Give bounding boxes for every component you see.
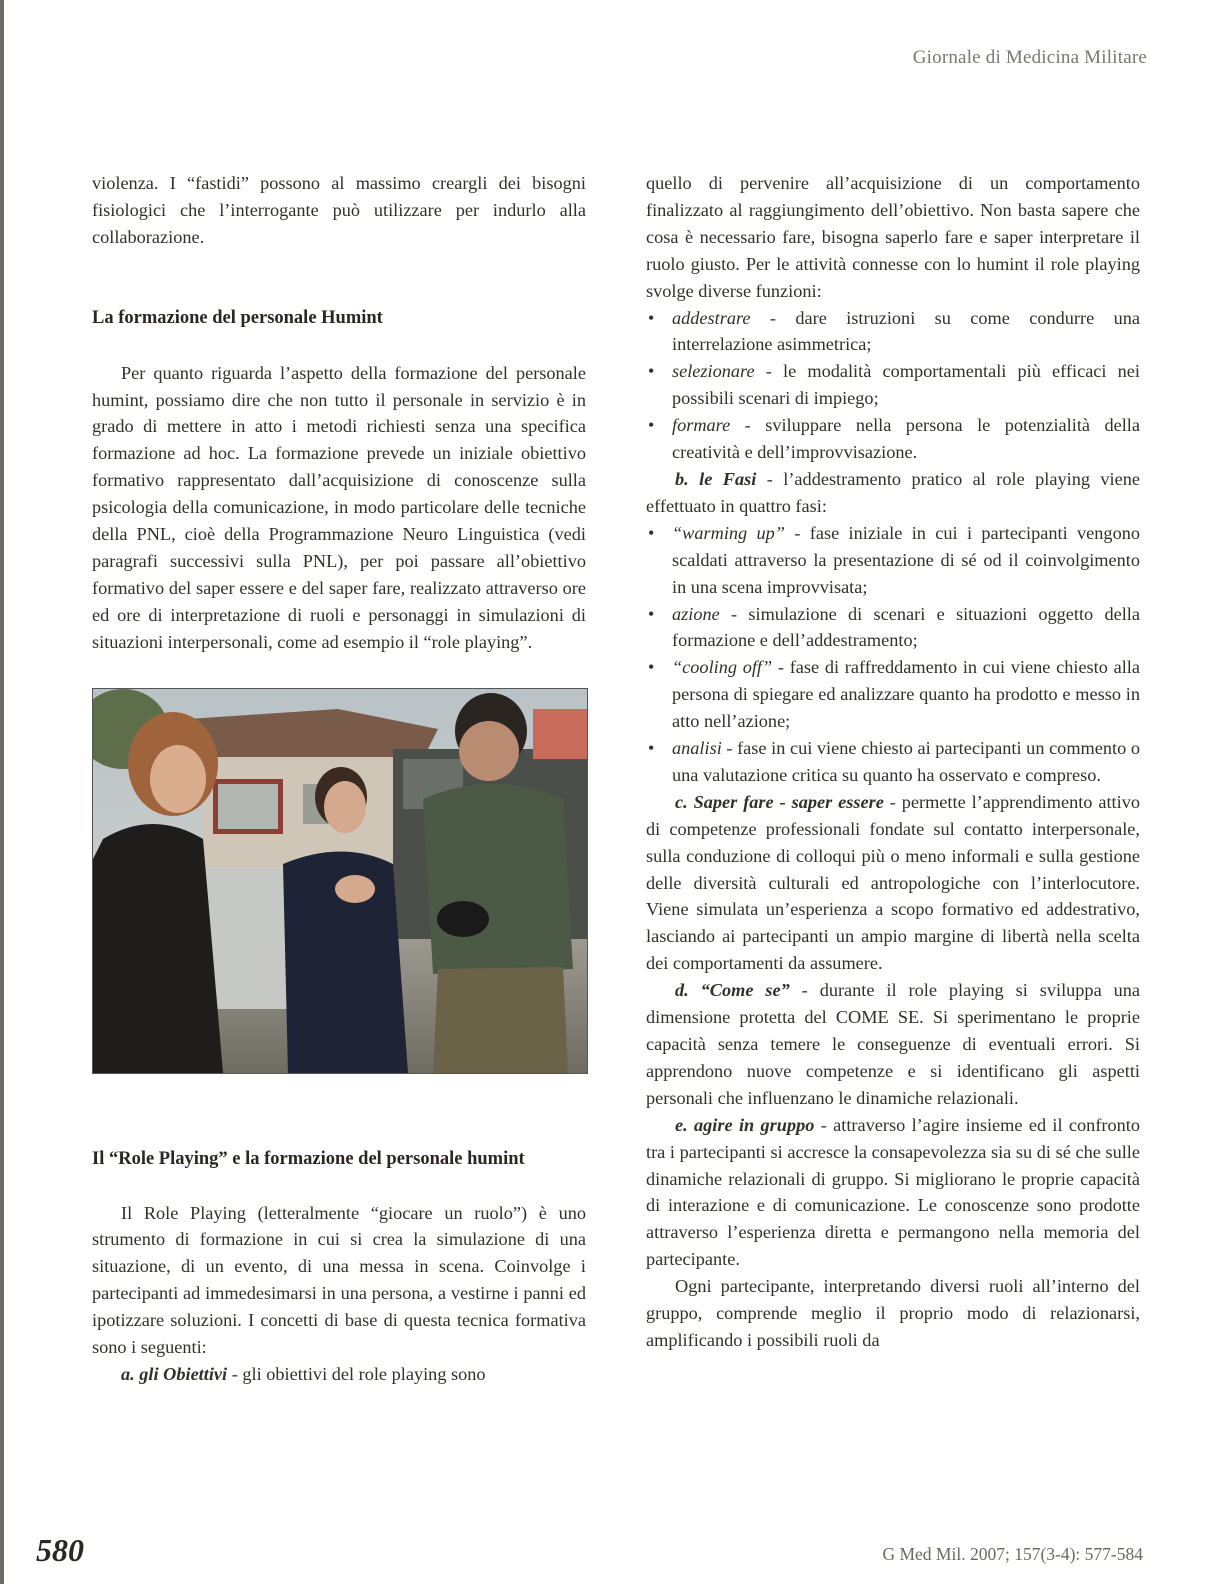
list-text: - simulazione di scenari e situazioni oggetto della formazione e dell’addestramento;: [672, 603, 1140, 651]
right-column: [646, 170, 1140, 1354]
text-agire-gruppo: - attraverso l’agire insieme ed il confronto tra i partecipanti si accresce la consapevolezza sia su di sé che sulle dinamiche relazionali di gruppo. Si migliorano le proprie capacità di interazione e di comunicazione. Le conoscenze sono prodotte attraverso l’esperienza diretta e permangono nella memoria del partecipante.: [646, 1114, 1140, 1270]
section-heading-role-playing: Il “Role Playing” e la formazione del personale humint: [92, 1148, 525, 1169]
paragraph-come-se: [646, 977, 1140, 1112]
list-term: azione: [672, 603, 720, 624]
label-agire-gruppo: e. agire in gruppo: [675, 1114, 815, 1135]
section-heading-formazione: La formazione del personale Humint: [92, 307, 383, 328]
text-come-se: - durante il role playing si sviluppa una dimensione protetta del COME SE. Si sperimentano le proprie capacità senza temere le conseguenze di eventuali errori. Si apprendono nuove competenze e si identificano gli aspetti personali che influenzano le dinamiche relazionali.: [646, 980, 1141, 1108]
paragraph-role-playing: Il Role Playing (letteralmente “giocare un ruolo”) è uno strumento di formazione in cui si crea la simulazione di una situazione, di un evento, di una messa in scena. Coinvolge i partecipanti ad immedesimarsi in una persona, a vestirne i panni ed ipotizzare soluzioni. I concetti di base di questa tecnica formativa sono i seguenti:: [92, 1202, 586, 1358]
list-term: selezionare: [672, 361, 755, 382]
list-term: “cooling off”: [672, 657, 773, 678]
list-item: [646, 358, 1140, 412]
label-saper-fare: c. Saper fare - saper essere: [675, 791, 884, 812]
left-column: [92, 170, 586, 1388]
list-text: - sviluppare nella persona le potenzialità della creatività e dell’improvvisazione.: [672, 415, 1140, 463]
paragraph-saper-fare: [646, 789, 1140, 977]
bullet-icon: •: [648, 307, 655, 328]
photo-role-playing: [92, 688, 588, 1074]
label-come-se: d. “Come se”: [675, 980, 790, 1001]
list-text: - dare istruzioni su come condurre una interrelazione asimmetrica;: [672, 307, 1140, 355]
text-obiettivi: - gli obiettivi del role playing sono: [227, 1363, 486, 1384]
list-text: - fase di raffreddamento in cui viene chiesto alla persona di spiegare ed analizzare quanto ha prodotto e messo in atto nell’azione;: [672, 657, 1140, 732]
list-item: [646, 305, 1140, 359]
bullet-icon: •: [648, 361, 655, 382]
bullet-icon: •: [648, 657, 655, 678]
label-fasi: b. le Fasi: [675, 468, 757, 489]
functions-list: [646, 305, 1140, 466]
text-saper-fare: - permette l’apprendimento attivo di competenze professionali fondate sul contatto interpersonale, sulla conduzione di colloqui più o meno informali e sulla gestione delle diversità culturali ed antropologiche con l’interlocutore. Viene simulata un’esperienza a scopo formativo ed addestrativo, lasciando ai partecipanti un ampio margine di libertà nella scelta dei comportamenti da assumere.: [646, 791, 1140, 974]
list-term: “warming up”: [672, 522, 785, 543]
paragraph-fasi: [646, 466, 1140, 520]
footer-citation: G Med Mil. 2007; 157(3-4): 577-584: [882, 1544, 1143, 1564]
list-item: [646, 601, 1140, 655]
paragraph-obiettivi: [92, 1361, 586, 1388]
bullet-icon: •: [648, 415, 655, 436]
paragraph-final: Ogni partecipante, interpretando diversi ruoli all’interno del gruppo, comprende meglio il proprio modo di relazionarsi, amplificando i possibili ruoli da: [646, 1276, 1140, 1350]
list-item: [646, 412, 1140, 466]
running-head: Giornale di Medicina Militare: [912, 47, 1147, 68]
bullet-icon: •: [648, 603, 655, 624]
bullet-icon: •: [648, 738, 655, 759]
list-term: addestrare: [672, 307, 751, 328]
paragraph-formazione: Per quanto riguarda l’aspetto della formazione del personale humint, possiamo dire che non tutto il personale in servizio è in grado di mettere in atto i metodi richiesti senza una specifica formazione ad hoc. La formazione prevede un iniziale obiettivo formativo rappresentato dall’acquisizione di conoscenze sulla psicologia della comunicazione, in modo particolare delle tecniche della PNL, cioè della Programmazione Neuro Linguistica (vedi paragrafi successivi sulla PNL), per poi passare all’obiettivo formativo del saper essere e del saper fare, realizzato attraverso ore ed ore di interpretazione di ruoli e personaggi in simulazioni di situazioni interpersonali, come ad esempio il “role playing”.: [92, 362, 586, 652]
list-item: [646, 735, 1140, 789]
list-text: - fase iniziale in cui i partecipanti vengono scaldati attraverso la presentazione di sé od il coinvolgimento in una scena improvvisata;: [672, 522, 1140, 597]
text-fasi: - l’addestramento pratico al role playing viene effettuato in quattro fasi:: [646, 468, 1141, 516]
phases-list: [646, 520, 1140, 789]
bullet-icon: •: [648, 522, 655, 543]
paragraph-agire-gruppo: [646, 1112, 1140, 1273]
paragraph-continuation: quello di pervenire all’acquisizione di un comportamento finalizzato al raggiungimento dell’obiettivo. Non basta sapere che cosa è necessario fare, bisogna saperlo fare e saper interpretare il ruolo giusto. Per le attività connesse con lo humint il role playing svolge diverse funzioni:: [646, 173, 1140, 301]
page-edge: [0, 0, 4, 1584]
list-item: [646, 654, 1140, 735]
list-text: - fase in cui viene chiesto ai partecipanti un commento o una valutazione critica su quanto ha osservato e compreso.: [672, 738, 1140, 785]
label-obiettivi: a. gli Obiettivi: [121, 1363, 228, 1384]
list-item: [646, 520, 1140, 601]
list-term: analisi: [672, 738, 722, 759]
list-text: - le modalità comportamentali più efficaci nei possibili scenari di impiego;: [672, 361, 1140, 409]
list-term: formare: [672, 415, 731, 436]
page-number: 580: [36, 1532, 84, 1568]
paragraph-intro: violenza. I “fastidi” possono al massimo creargli dei bisogni fisiologici che l’interrogante può utilizzare per indurlo alla collaborazione.: [92, 173, 586, 247]
